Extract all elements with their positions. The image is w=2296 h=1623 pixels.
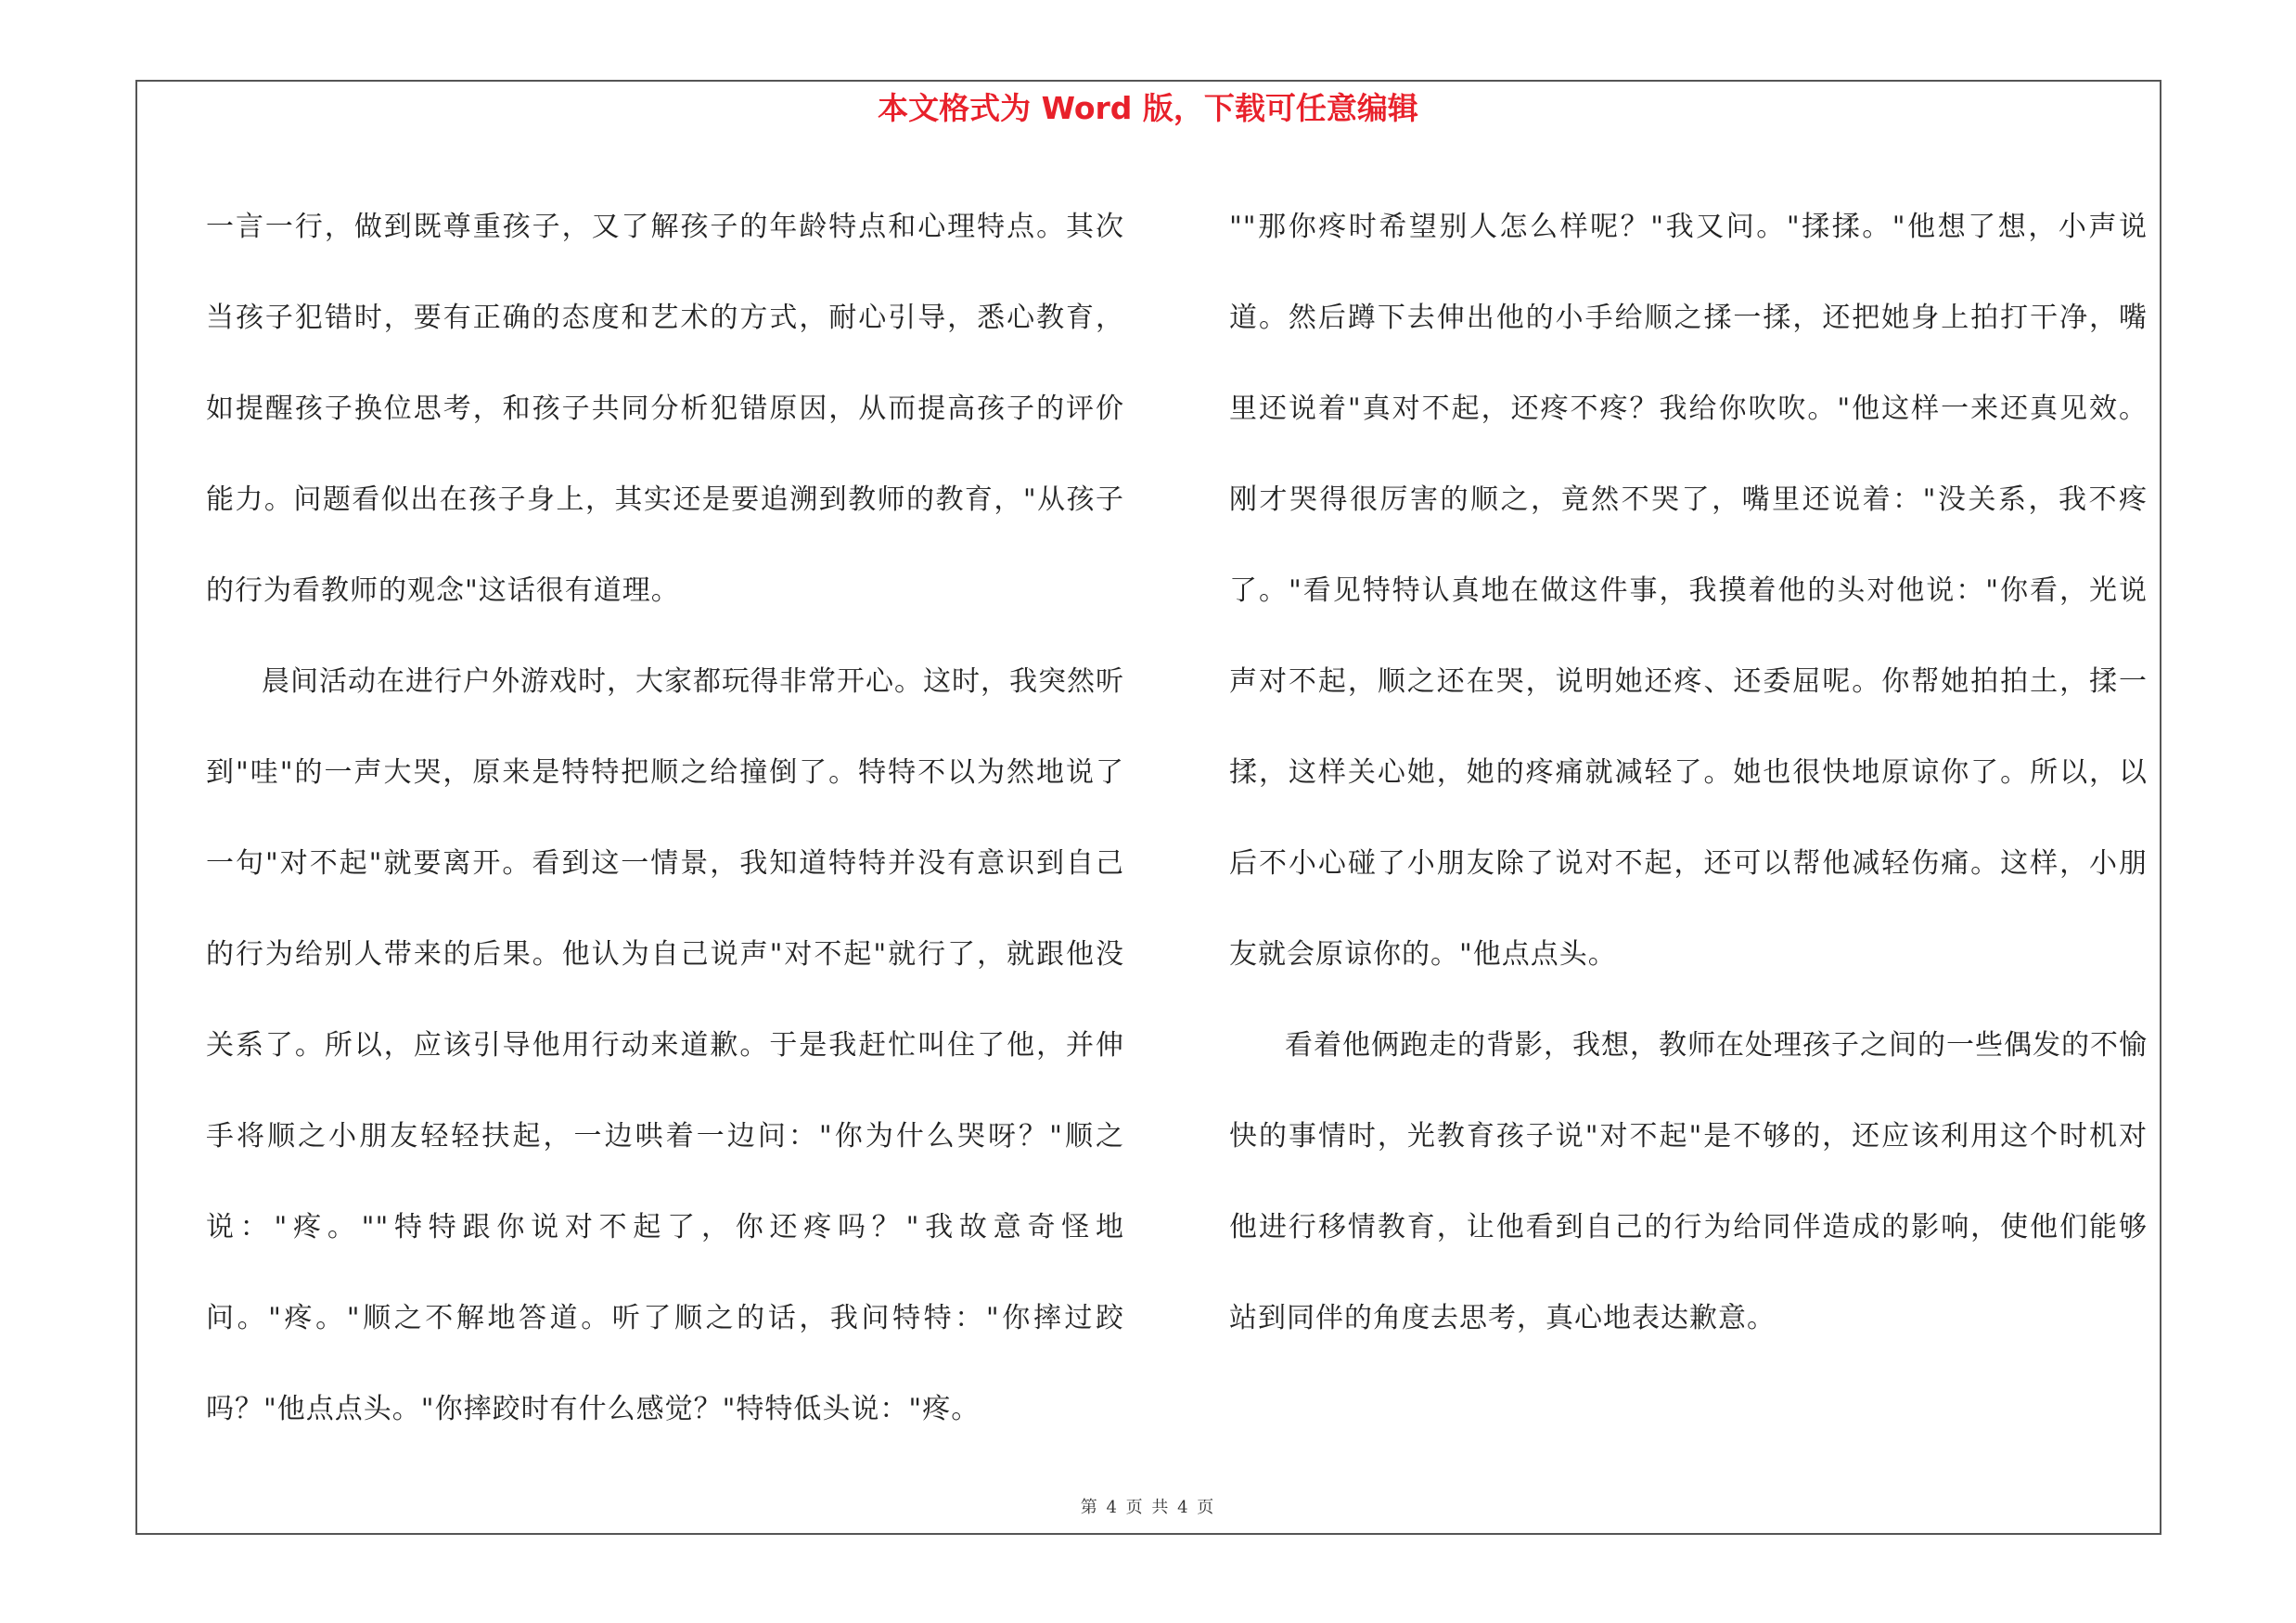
- paragraph: 一言一行，做到既尊重孩子，又了解孩子的年龄特点和心理特点。其次当孩子犯错时，要有正确的态度和艺术的方式，耐心引导，悉心教育，如提醒孩子换位思考，和孩子共同分析犯错原因，从而提高孩子的评价能力。问题看似出在孩子身上，其实还是要追溯到教师的教育，"从孩子的行为看教师的观念"这话很有道理。: [206, 211, 1124, 607]
- right-text-column: [1229, 182, 2148, 1364]
- paragraph: 看着他俩跑走的背影，我想，教师在处理孩子之间的一些偶发的不愉快的事情时，光教育孩子说"对不起"是不够的，还应该利用这个时机对他进行移情教育，让他看到自己的行为给同伴造成的影响，使他们能够站到同伴的角度去思考，真心地表达歉意。: [1229, 1029, 2148, 1334]
- left-text-column: [206, 182, 1124, 1455]
- paragraph: ""那你疼时希望别人怎么样呢？"我又问。"揉揉。"他想了想，小声说道。然后蹲下去伸出他的小手给顺之揉一揉，还把她身上拍打干净，嘴里还说着"真对不起，还疼不疼？我给你吹吹。"他这样一来还真见效。刚才哭得很厉害的顺之，竟然不哭了，嘴里还说着："没关系，我不疼了。"看见特特认真地在做这件事，我摸着他的头对他说："你看，光说声对不起，顺之还在哭，说明她还疼、还委屈呢。你帮她拍拍土，揉一揉，这样关心她，她的疼痛就减轻了。她也很快地原谅你了。所以，以后不小心碰了小朋友除了说对不起，还可以帮他减轻伤痛。这样，小朋友就会原谅你的。"他点点头。: [1229, 211, 2148, 971]
- page-number-footer: 第 4 页 共 4 页: [1080, 1498, 1216, 1517]
- paragraph: 晨间活动在进行户外游戏时，大家都玩得非常开心。这时，我突然听到"哇"的一声大哭，原来是特特把顺之给撞倒了。特特不以为然地说了一句"对不起"就要离开。看到这一情景，我知道特特并没有意识到自己的行为给别人带来的后果。他认为自己说声"对不起"就行了，就跟他没关系了。所以，应该引导他用行动来道歉。于是我赶忙叫住了他，并伸手将顺之小朋友轻轻扶起，一边哄着一边问："你为什么哭呀？"顺之说："疼。""特特跟你说对不起了，你还疼吗？"我故意奇怪地问。"疼。"顺之不解地答道。听了顺之的话，我问特特："你摔过跤吗？"他点点头。"你摔跤时有什么感觉？"特特低头说："疼。: [206, 665, 1124, 1425]
- word-format-banner: 本文格式为 Word 版，下载可任意编辑: [878, 90, 1418, 126]
